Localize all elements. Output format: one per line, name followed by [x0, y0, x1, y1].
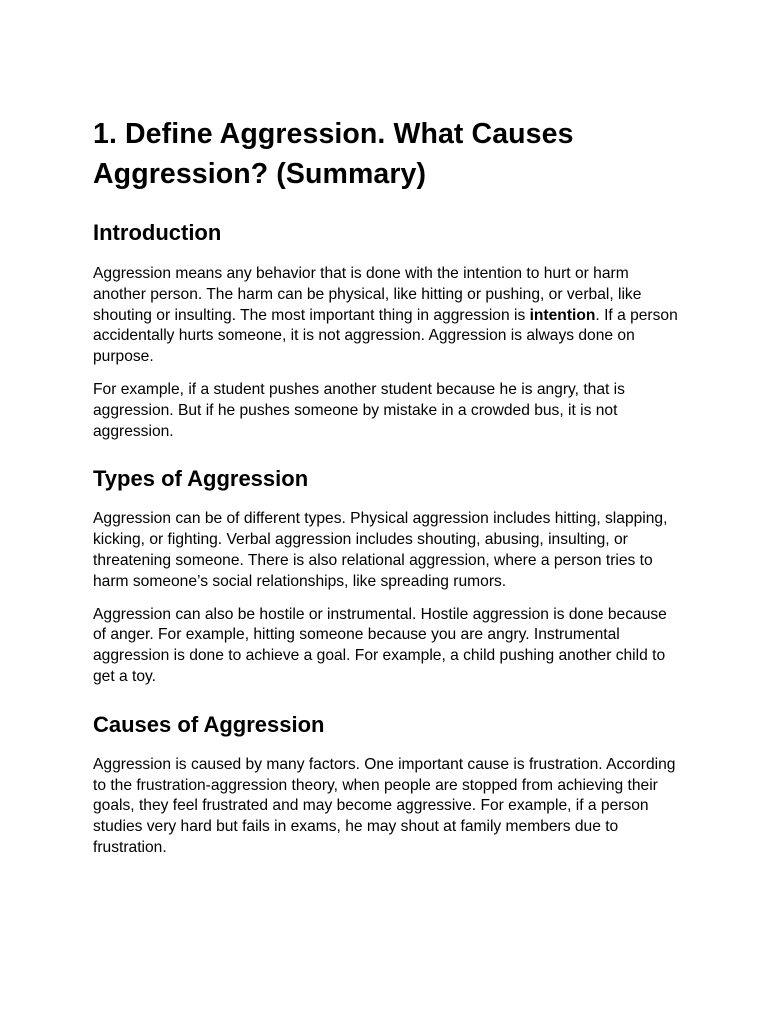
introduction-paragraph-1-text-b: . If a person accidentally hurts someone, it is not aggression. Aggression is always done on purpose.: [93, 306, 678, 366]
section-heading-types: Types of Aggression: [93, 466, 309, 492]
causes-paragraph-1: Aggression is caused by many factors. One important cause is frustration. According to the frustration-aggression theory, when people are stopped from achieving their goals, they feel frustrated and may become aggressive. For example, if a person studies very hard but fails in exams, he may shout at family members due to frustration.: [93, 755, 676, 856]
section-heading-introduction: Introduction: [93, 220, 222, 245]
intention-bold-text: intention: [529, 306, 596, 324]
introduction-paragraph-1: [93, 264, 683, 368]
section-heading-causes: Causes of Aggression: [93, 711, 325, 737]
document-page: [93, 114, 683, 859]
page-title: 1. Define Aggression. What Causes Aggression? (Summary): [93, 118, 574, 190]
types-paragraph-1: Aggression can be of different types. Physical aggression includes hitting, slapping, kicking, or fighting. Verbal aggression includes shouting, abusing, insulting, or threatening someone. There is also relational aggression, where a person tries to harm someone’s social relationships, like spreading rumors.: [93, 510, 668, 590]
introduction-paragraph-1-text-a: Aggression means any behavior that is done with the intention to hurt or harm another person. The harm can be physical, like hitting or pushing, or verbal, like shouting or insulting. The most important thing in aggression is: [93, 265, 642, 324]
types-paragraph-2: Aggression can also be hostile or instrumental. Hostile aggression is done because of anger. For example, hitting someone because you are angry. Instrumental aggression is done to achieve a goal. For example, a child pushing another child to get a toy.: [93, 605, 667, 685]
introduction-paragraph-2: For example, if a student pushes another student because he is angry, that is aggression. But if he pushes someone by mistake in a crowded bus, it is not aggression.: [93, 380, 625, 440]
